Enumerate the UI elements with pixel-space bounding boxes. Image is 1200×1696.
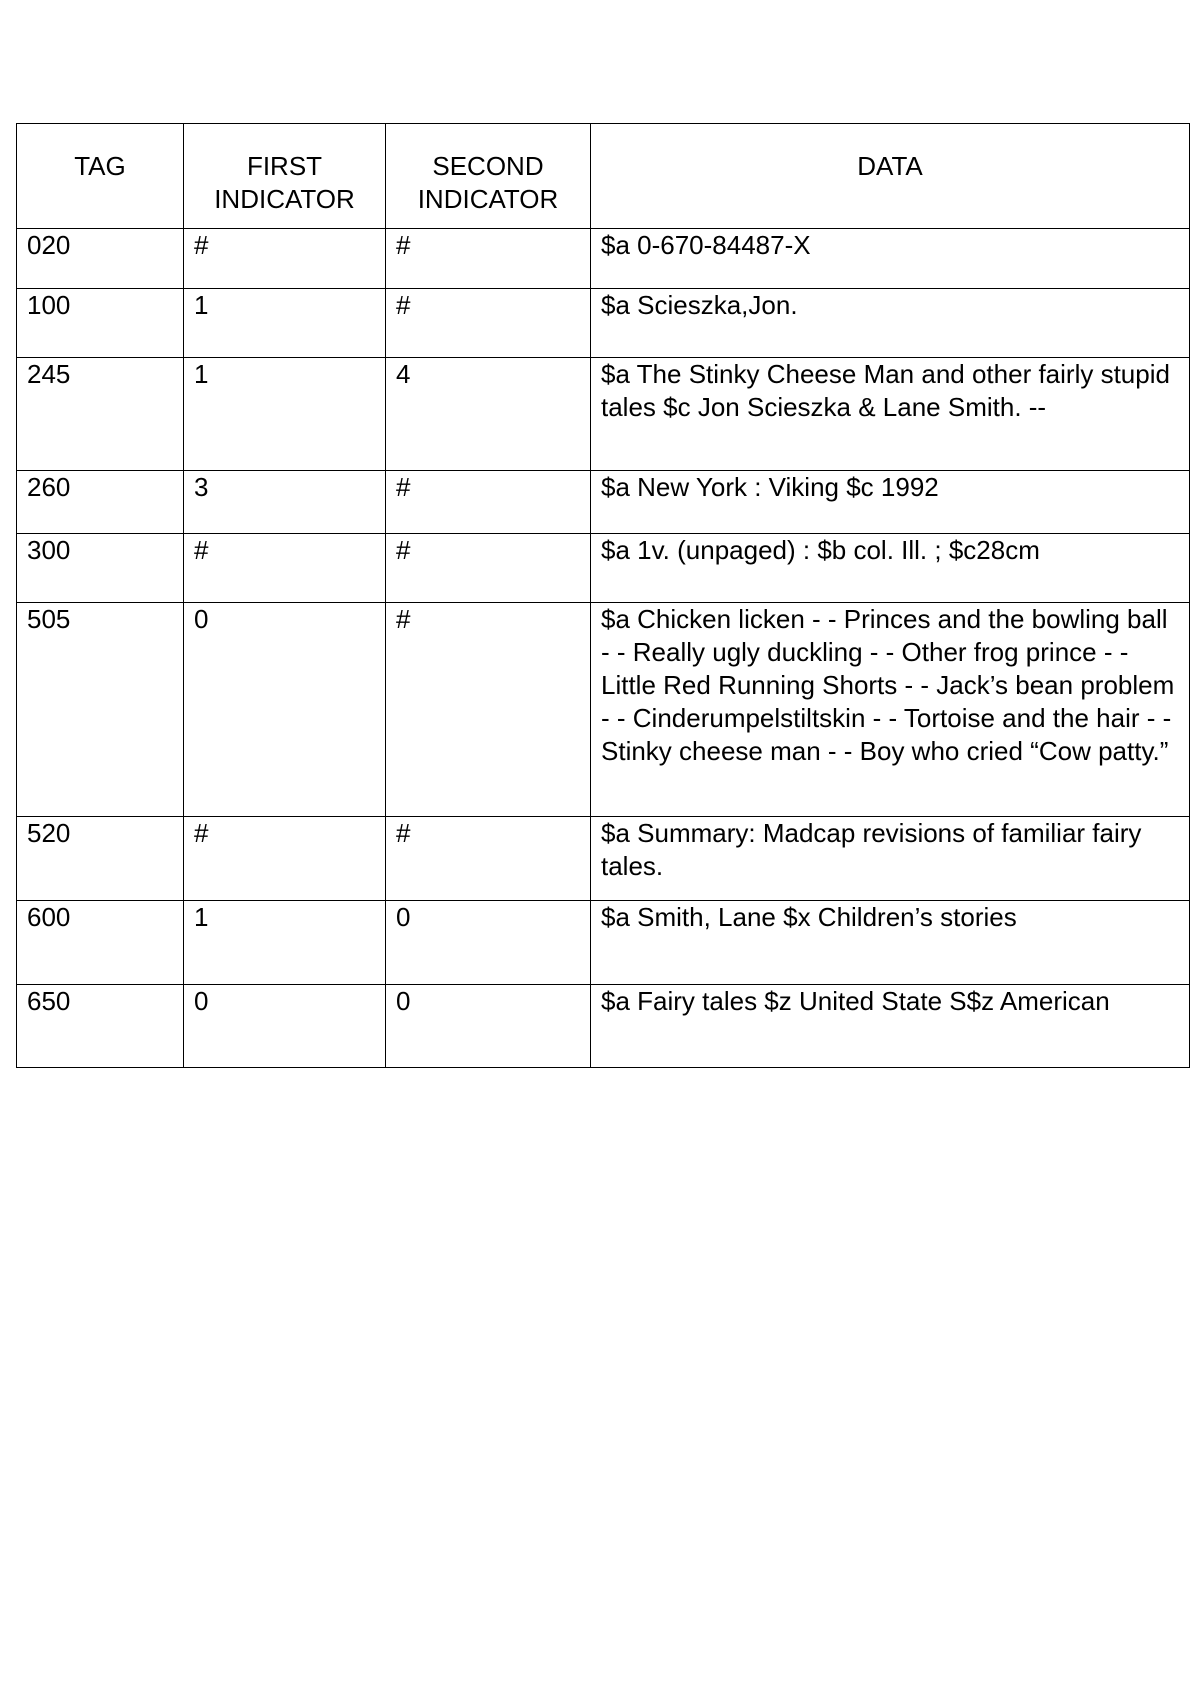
cell-second-indicator: # [386,229,591,289]
cell-second-indicator: # [386,817,591,901]
cell-first-indicator: # [184,534,386,603]
cell-tag: 505 [17,603,184,817]
table-row [17,985,1190,1068]
cell-first-indicator: 3 [184,471,386,534]
cell-second-indicator: # [386,471,591,534]
cell-second-indicator: 4 [386,358,591,471]
cell-tag: 245 [17,358,184,471]
cell-first-indicator: 1 [184,289,386,358]
cell-first-indicator: 1 [184,358,386,471]
cell-second-indicator: # [386,289,591,358]
cell-data: $a Summary: Madcap revisions of familiar fairy tales. [591,817,1190,901]
cell-data: $a Scieszka,Jon. [591,289,1190,358]
header-row [17,124,1190,229]
cell-data: $a 0-670-84487-X [591,229,1190,289]
cell-second-indicator: # [386,534,591,603]
cell-data: $a 1v. (unpaged) : $b col. Ill. ; $c28cm [591,534,1190,603]
table-row [17,229,1190,289]
cell-tag: 650 [17,985,184,1068]
header-data: DATA [591,124,1190,229]
cell-second-indicator: 0 [386,985,591,1068]
cell-data: $a Smith, Lane $x Children’s stories [591,901,1190,985]
cell-data: $a The Stinky Cheese Man and other fairly stupid tales $c Jon Scieszka & Lane Smith. -- [591,358,1190,471]
cell-second-indicator: # [386,603,591,817]
header-second-indicator [386,124,591,229]
cell-data: $a Chicken licken - - Princes and the bowling ball - - Really ugly duckling - - Other frog prince - - Little Red Running Shorts - - Jack’s bean problem - - Cinderumpelstiltskin - - Tortoise and the hair - - Stinky cheese man - - Boy who cried “Cow patty.” [591,603,1190,817]
table-row [17,817,1190,901]
cell-first-indicator: # [184,817,386,901]
cell-tag: 020 [17,229,184,289]
table-row [17,901,1190,985]
cell-first-indicator: 1 [184,901,386,985]
table-row [17,534,1190,603]
cell-second-indicator: 0 [386,901,591,985]
table-row [17,603,1190,817]
header-tag: TAG [17,124,184,229]
cell-tag: 520 [17,817,184,901]
header-first-indicator [184,124,386,229]
cell-tag: 100 [17,289,184,358]
cell-first-indicator: # [184,229,386,289]
table-row [17,358,1190,471]
header-first-indicator-line-1: FIRST [246,151,323,181]
cell-tag: 260 [17,471,184,534]
header-first-indicator-line-2: INDICATOR [214,184,355,214]
cell-first-indicator: 0 [184,985,386,1068]
header-second-indicator-line-1: SECOND [432,151,544,181]
cell-data: $a New York : Viking $c 1992 [591,471,1190,534]
cell-data: $a Fairy tales $z United State S$z American [591,985,1190,1068]
cell-tag: 300 [17,534,184,603]
table-row [17,471,1190,534]
header-second-indicator-line-2: INDICATOR [417,184,559,214]
table-row [17,289,1190,358]
cell-tag: 600 [17,901,184,985]
cell-first-indicator: 0 [184,603,386,817]
marc-record-table [16,123,1190,1068]
